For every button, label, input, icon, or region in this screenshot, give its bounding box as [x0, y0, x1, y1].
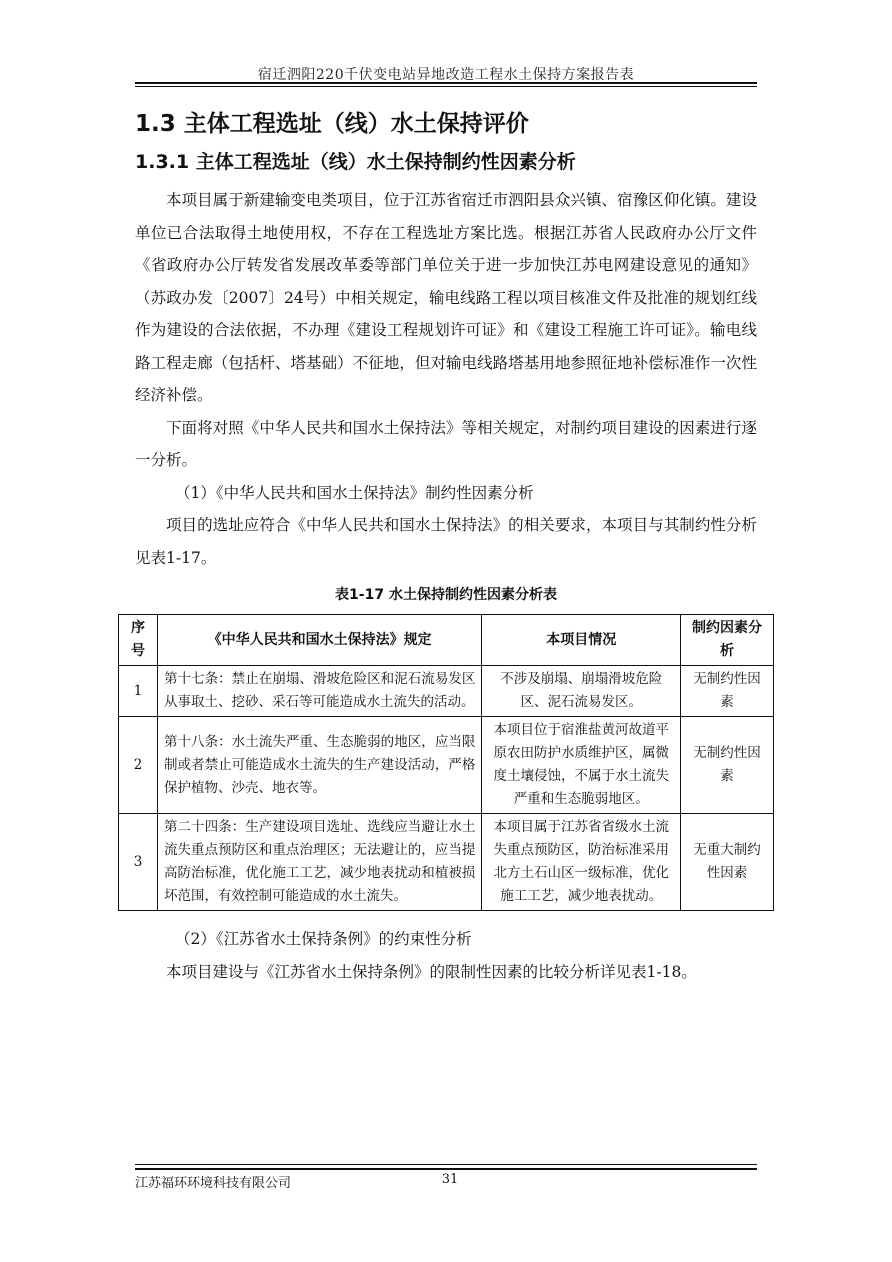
item-1-label: （1）《中华人民共和国水土保持法》制约性因素分析 [175, 483, 534, 502]
row-situation: 本项目属于江苏省省级水土流失重点预防区，防治标准采用北方土石山区一级标准，优化施工工艺，减少地表扰动。 [482, 814, 681, 911]
header-idx: 序号 [119, 615, 158, 666]
table-row [119, 666, 774, 717]
section-heading: 1.3 主体工程选址（线）水土保持评价 [135, 111, 529, 137]
row-idx: 1 [119, 666, 158, 717]
row-idx: 3 [119, 814, 158, 911]
row-situation: 本项目位于宿淮盐黄河故道平原农田防护水质维护区，属微度土壤侵蚀，不属于水土流失严重和生态脆弱地区。 [482, 717, 681, 814]
row-conclusion: 无制约性因素 [681, 666, 774, 717]
table-row [119, 717, 774, 814]
row-idx: 2 [119, 717, 158, 814]
footer-rule-secondary [135, 1168, 757, 1170]
constraint-analysis-table [118, 614, 774, 911]
footer-rule [135, 1164, 757, 1165]
row-law: 第十七条：禁止在崩塌、滑坡危险区和泥石流易发区从事取土、挖砂、采石等可能造成水土流失的活动。 [157, 666, 481, 717]
table-header-row [119, 615, 774, 666]
item-2-text: 本项目建设与《江苏省水土保持条例》的限制性因素的比较分析详见表1-18。 [166, 962, 697, 981]
footer-company: 江苏福环环境科技有限公司 [135, 1176, 292, 1191]
row-law: 第十八条：水土流失严重、生态脆弱的地区，应当限制或者禁止可能造成水土流失的生产建设活动，严格保护植物、沙壳、地衣等。 [157, 717, 481, 814]
table-caption: 表1-17 水土保持制约性因素分析表 [335, 587, 557, 603]
page-content [130, 106, 763, 988]
item-2-label: （2）《江苏省水土保持条例》的约束性分析 [175, 930, 472, 948]
header-law: 《中华人民共和国水土保持法》规定 [157, 615, 481, 666]
paragraph-intro: 本项目属于新建输变电类项目，位于江苏省宿迁市泗阳县众兴镇、宿豫区仰化镇。建设单位已合法取得土地使用权，不存在工程选址方案比选。根据江苏省人民政府办公厅文件《省政府办公厅转发省发展改革委等部门单位关于进一步加快江苏电网建设意见的通知》（苏政办发〔2007〕24号）中相关规定，输电线路工程以项目核准文件及批准的规划红线作为建设的合法依据，不办理《建设工程规划许可证》和《建设工程施工许可证》。输电线路工程走廊（包括杆、塔基础）不征地，但对输电线路塔基用地参照征地补偿标准作一次性经济补偿。 [135, 191, 757, 404]
page-header-title: 宿迁泗阳220千伏变电站异地改造工程水土保持方案报告表 [257, 67, 635, 83]
header-rule-secondary [135, 86, 757, 87]
header-situation: 本项目情况 [482, 615, 681, 666]
header-rule [135, 82, 757, 84]
row-conclusion: 无制约性因素 [681, 717, 774, 814]
row-conclusion: 无重大制约性因素 [681, 814, 774, 911]
header-conclusion: 制约因素分析 [681, 615, 774, 666]
table-row [119, 814, 774, 911]
subsection-heading: 1.3.1 主体工程选址（线）水土保持制约性因素分析 [135, 151, 576, 173]
item-1-text: 项目的选址应符合《中华人民共和国水土保持法》的相关要求，本项目与其制约性分析见表1-17。 [135, 516, 757, 567]
row-situation: 不涉及崩塌、崩塌滑坡危险区、泥石流易发区。 [482, 666, 681, 717]
page-number: 31 [441, 1172, 459, 1187]
paragraph-analysis-lead: 下面将对照《中华人民共和国水土保持法》等相关规定，对制约项目建设的因素进行逐一分析。 [135, 418, 757, 469]
row-law: 第二十四条：生产建设项目选址、选线应当避让水土流失重点预防区和重点治理区；无法避让的，应当提高防治标准，优化施工工艺，减少地表扰动和植被损坏范围，有效控制可能造成的水土流失。 [157, 814, 481, 911]
